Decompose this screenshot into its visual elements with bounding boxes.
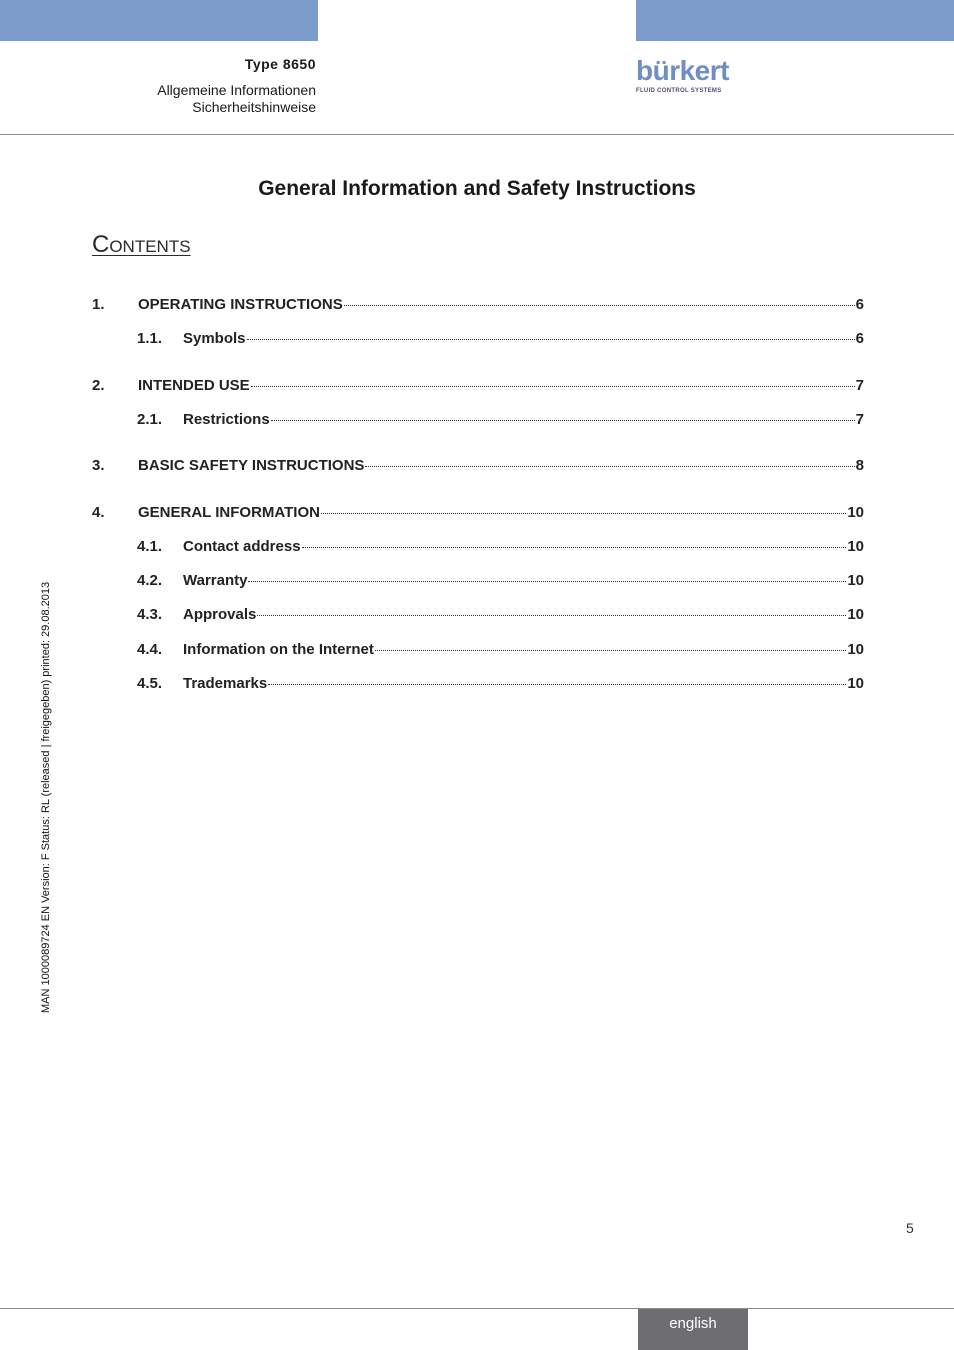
toc-entry-page: 7 [855,411,864,428]
toc-entry-page: 10 [847,504,864,521]
toc-entry[interactable] [137,572,864,589]
header-subtitle-line1: Allgemeine Informationen [157,82,316,98]
toc-entry-title: Restrictions [183,411,270,428]
toc-entry-page: 8 [855,457,864,474]
footer-divider [0,1308,954,1309]
toc-entry[interactable] [137,641,864,658]
header-band-left [0,0,318,41]
toc-entry-page: 6 [855,330,864,347]
page-number: 5 [906,1220,914,1236]
toc-entry-title: Symbols [183,330,246,347]
toc-entry-title: Trademarks [183,675,268,692]
toc-entry-number: 4.1. [137,538,163,555]
toc-entry-page: 10 [847,572,864,589]
toc-entry[interactable] [137,675,864,692]
toc-entry-page: 7 [855,377,864,394]
toc-entry-number: 4. [92,504,105,521]
toc-entry-title: Information on the Internet [183,641,374,658]
header-band-right [636,0,954,41]
toc-entry-number: 4.3. [137,606,163,623]
toc-leader-dots [365,466,854,467]
toc-entry-title: GENERAL INFORMATION [138,504,320,521]
toc-leader-dots [375,650,846,651]
toc-entry[interactable] [137,330,864,347]
logo-tagline: FLUID CONTROL SYSTEMS [636,88,722,94]
toc-entry-page: 10 [847,606,864,623]
toc-entry-number: 1. [92,296,105,313]
header-subtitle-line2: Sicherheitshinweise [192,99,316,115]
toc-entry-number: 1.1. [137,330,163,347]
toc-leader-dots [302,547,847,548]
language-tab: english [638,1309,748,1350]
toc-entry[interactable] [137,606,864,623]
toc-leader-dots [248,581,846,582]
toc-entry[interactable] [137,538,864,555]
toc-entry-page: 10 [847,675,864,692]
toc-leader-dots [268,684,846,685]
page-title: General Information and Safety Instructions [258,177,696,200]
contents-heading: Contents [92,231,191,258]
toc-leader-dots [257,615,846,616]
toc-entry-page: 6 [855,296,864,313]
toc-entry[interactable] [92,504,864,521]
toc-entry-number: 2.1. [137,411,163,428]
toc-entry-number: 4.4. [137,641,163,658]
toc-entry[interactable] [92,377,864,394]
toc-leader-dots [247,339,855,340]
toc-leader-dots [321,513,846,514]
toc-entry-number: 4.2. [137,572,163,589]
toc-entry-number: 4.5. [137,675,163,692]
toc-entry-page: 10 [847,641,864,658]
document-metadata-vertical: MAN 1000089724 EN Version: F Status: RL (released | freigegeben) printed: 29.08.2013 [40,581,52,1013]
toc-entry[interactable] [92,296,864,313]
toc-entry[interactable] [92,457,864,474]
header-divider [0,134,954,135]
toc-entry-title: Warranty [183,572,248,589]
logo-wordmark: bürkert [636,55,729,86]
toc-entry-number: 2. [92,377,105,394]
toc-leader-dots [251,386,855,387]
toc-entry-title: INTENDED USE [138,377,250,394]
product-type: Type 8650 [244,56,316,72]
toc-leader-dots [344,305,855,306]
toc-entry-title: BASIC SAFETY INSTRUCTIONS [138,457,365,474]
toc-entry-title: OPERATING INSTRUCTIONS [138,296,343,313]
toc-entry-title: Contact address [183,538,301,555]
toc-entry-title: Approvals [183,606,257,623]
burkert-logo [636,55,736,98]
toc-leader-dots [271,420,855,421]
toc-entry-number: 3. [92,457,105,474]
toc-entry[interactable] [137,411,864,428]
toc-entry-page: 10 [847,538,864,555]
